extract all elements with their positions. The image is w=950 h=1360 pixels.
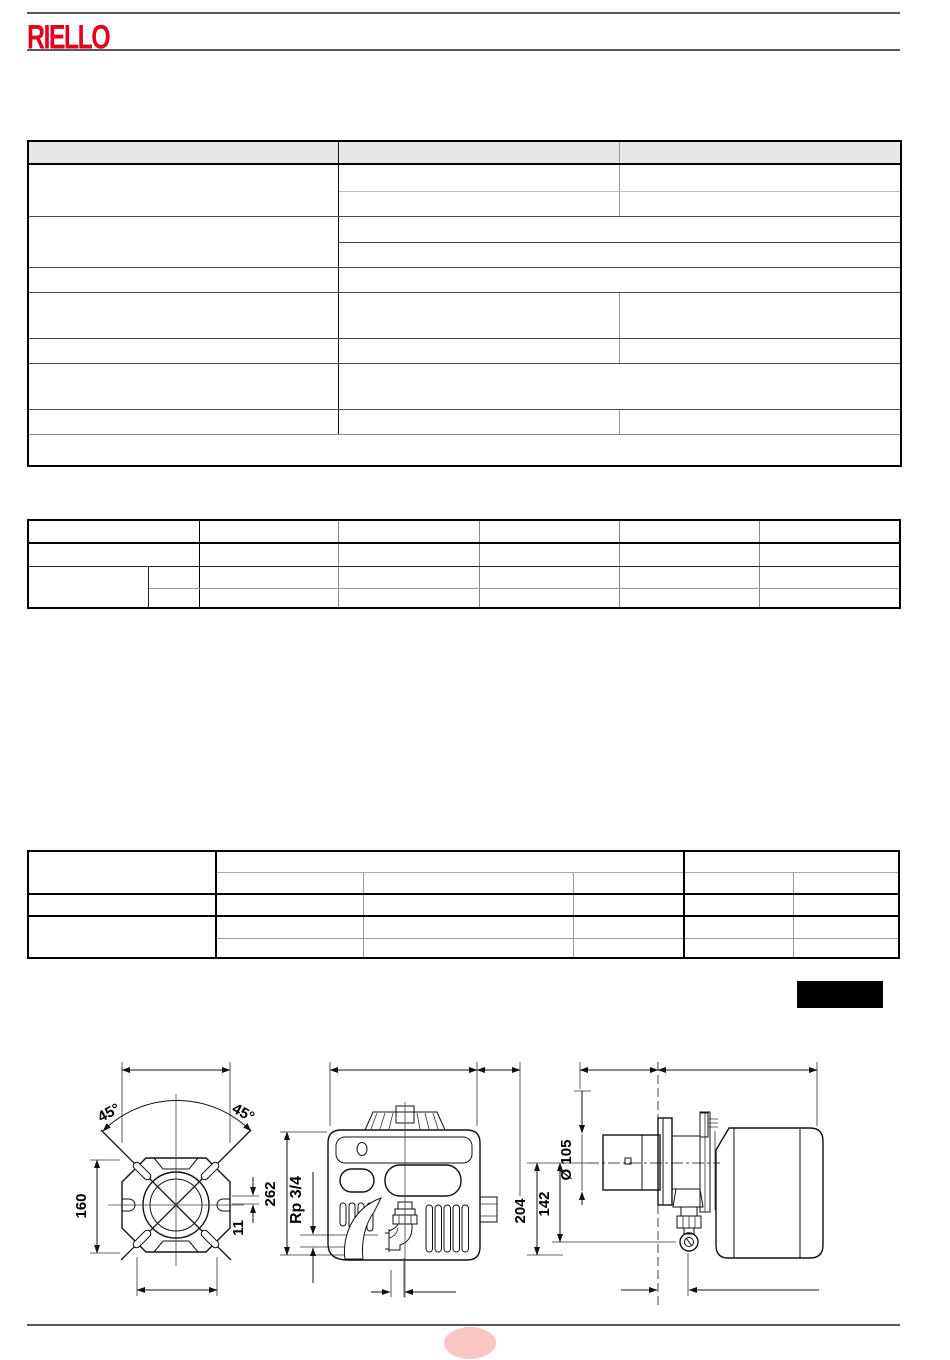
table-cell: [338, 409, 619, 434]
table-cell: [338, 338, 619, 363]
table-row: [28, 434, 901, 466]
front-view-drawing: [73, 1062, 259, 1296]
table-cell: [619, 520, 759, 543]
table-cell: [363, 872, 573, 894]
table-cell: [793, 938, 899, 958]
table-cell: [684, 894, 793, 916]
table-cell: [216, 851, 684, 872]
table-cell: [479, 566, 619, 588]
table-cell: [573, 916, 684, 938]
table-cell: [28, 338, 338, 363]
spec-table: [27, 140, 902, 467]
vent-slots-right: [426, 1205, 469, 1252]
table-cell: [338, 363, 901, 409]
table-cell: [479, 520, 619, 543]
page-number-marker: [444, 1327, 496, 1359]
table-cell: [28, 164, 338, 216]
table-cell: [338, 292, 619, 338]
table-row: [28, 267, 901, 292]
table-cell: [759, 566, 900, 588]
table-cell: [216, 916, 363, 938]
profile-view-drawing: [512, 1062, 823, 1308]
table-cell: [338, 543, 479, 566]
table-cell: [148, 566, 199, 588]
table-cell: [573, 894, 684, 916]
table-cell: [619, 164, 901, 191]
table-cell: [619, 141, 901, 164]
side-view-drawing: [262, 1062, 520, 1298]
table-cell: [619, 566, 759, 588]
table-cell: [338, 267, 901, 292]
table-cell: [759, 543, 900, 566]
table-cell: [148, 588, 199, 608]
table-cell: [338, 164, 619, 191]
table-cell: [199, 543, 338, 566]
table-cell: [28, 434, 901, 466]
table-row: [28, 338, 901, 363]
table-cell: [619, 409, 901, 434]
gas-elbow: [385, 1202, 417, 1252]
table-cell: [479, 588, 619, 608]
table-cell: [684, 916, 793, 938]
footer-rule: [27, 1324, 900, 1326]
table-row: [28, 916, 899, 938]
table-row: [28, 520, 900, 543]
body-height-label: 262: [262, 1181, 279, 1207]
table-cell: [793, 894, 899, 916]
table-cell: [619, 191, 901, 216]
table-cell: [28, 409, 338, 434]
table-cell: [28, 363, 338, 409]
table-cell: [28, 916, 216, 958]
table-cell: [338, 520, 479, 543]
table-cell: [216, 938, 363, 958]
header-rule-bottom: [27, 49, 900, 51]
combination-table: [27, 850, 900, 959]
table-cell: [619, 338, 901, 363]
table-cell: [28, 141, 338, 164]
table-cell: [338, 588, 479, 608]
table-cell: [216, 872, 363, 894]
table-cell: [793, 872, 899, 894]
header-rule-top: [27, 12, 900, 14]
table-cell: [759, 520, 900, 543]
table-cell: [199, 566, 338, 588]
table-cell: [28, 851, 216, 894]
table-cell: [619, 543, 759, 566]
table-cell: [759, 588, 900, 608]
table-row: [28, 851, 899, 872]
table-row: [28, 543, 900, 566]
table-cell: [28, 566, 148, 608]
table-cell: [684, 851, 899, 872]
table-cell: [216, 894, 363, 916]
table-row: [28, 588, 900, 608]
table-cell: [338, 191, 619, 216]
table-cell: [479, 543, 619, 566]
dimension-drawings: [55, 1055, 885, 1310]
table-row: [28, 894, 899, 916]
slot-width-label: 11: [230, 1220, 247, 1236]
table-cell: [573, 938, 684, 958]
table-cell: [684, 938, 793, 958]
height-to-valve-label: 142: [536, 1191, 553, 1217]
table-row: [28, 292, 901, 338]
table-cell: [338, 242, 901, 267]
table-row: [28, 409, 901, 434]
gas-connection-label: Rp 3/4: [288, 1175, 305, 1225]
model-label-box: [797, 981, 883, 1008]
table-row: [28, 363, 901, 409]
table-cell: [363, 894, 573, 916]
table-cell: [573, 872, 684, 894]
table-row: [28, 141, 901, 164]
table-cell: [199, 520, 338, 543]
table-cell: [28, 216, 338, 267]
table-cell: [338, 216, 901, 242]
angle-right-label: 45°: [229, 1100, 258, 1126]
table-cell: [619, 292, 901, 338]
model-table: [27, 519, 901, 609]
table-cell: [363, 938, 573, 958]
riello-logo: RIELLO: [27, 17, 110, 56]
table-cell: [28, 267, 338, 292]
table-row: [28, 164, 901, 191]
tube-diameter-label: Ø 105: [558, 1139, 575, 1181]
table-cell: [28, 520, 199, 543]
table-cell: [619, 588, 759, 608]
table-cell: [338, 566, 479, 588]
table-cell: [338, 141, 619, 164]
table-cell: [28, 292, 338, 338]
flange-height-label: 160: [73, 1193, 90, 1219]
table-cell: [363, 916, 573, 938]
table-cell: [28, 894, 216, 916]
height-total-label: 204: [512, 1198, 529, 1224]
table-cell: [199, 588, 338, 608]
angle-left-label: 45°: [94, 1100, 123, 1126]
table-row: [28, 566, 900, 588]
table-row: [28, 216, 901, 242]
table-cell: [28, 543, 199, 566]
table-cell: [684, 872, 793, 894]
table-cell: [793, 916, 899, 938]
